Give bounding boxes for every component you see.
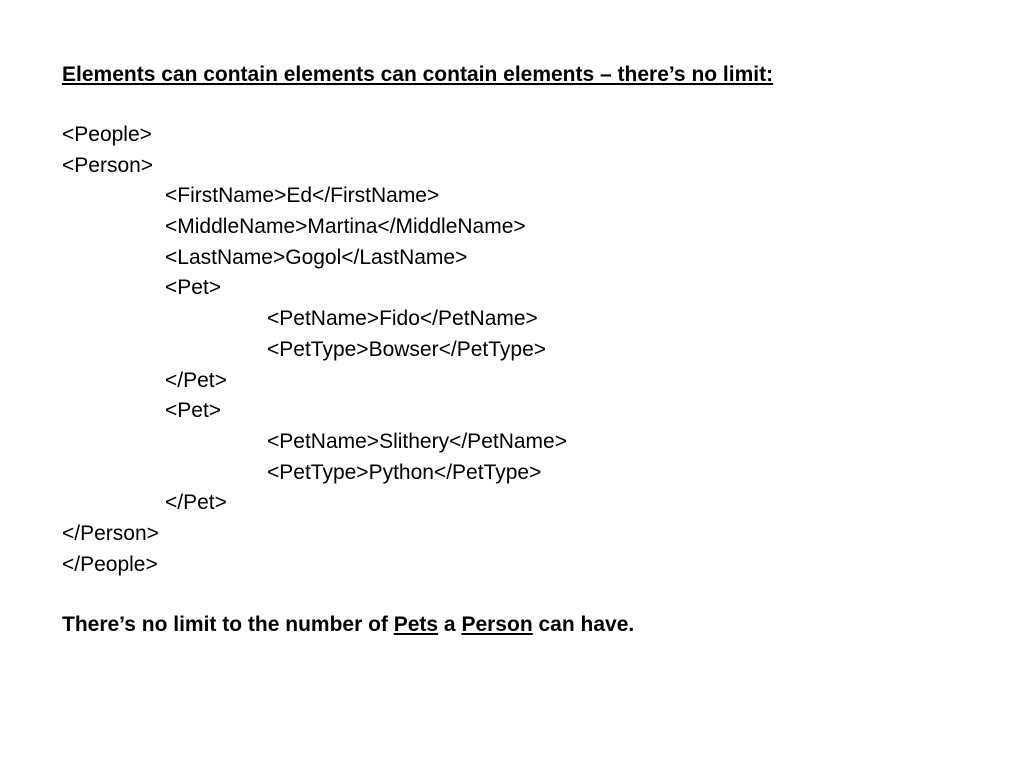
- xml-line: </People>: [62, 552, 158, 576]
- conclusion-part2: a: [438, 613, 462, 637]
- slide-heading: Elements can contain elements can contain elements – there’s no limit:: [62, 63, 774, 86]
- xml-line: <Pet>: [165, 276, 222, 300]
- conclusion-sentence: [62, 610, 1002, 640]
- xml-line: <MiddleName>Martina</MiddleName>: [165, 215, 526, 239]
- xml-line: <PetName>Fido</PetName>: [267, 307, 538, 331]
- xml-line: <People>: [62, 123, 152, 146]
- xml-line: <Pet>: [165, 399, 222, 423]
- xml-line: </Person>: [62, 521, 159, 545]
- pets-term: Pets: [393, 613, 439, 637]
- xml-line: </Pet>: [165, 491, 227, 515]
- conclusion-part3: can have.: [532, 613, 635, 637]
- xml-line: <PetType>Bowser</PetType>: [267, 337, 547, 361]
- xml-line: <PetType>Python</PetType>: [267, 460, 542, 484]
- xml-line: <LastName>Gogol</LastName>: [165, 245, 468, 269]
- xml-example: [62, 120, 1002, 580]
- xml-line: <PetName>Slithery</PetName>: [267, 429, 567, 453]
- slide: [62, 60, 1002, 661]
- conclusion-part1: There’s no limit to the number of: [62, 613, 394, 637]
- xml-line: </Pet>: [165, 368, 227, 392]
- xml-line: <Person>: [62, 153, 154, 177]
- xml-line: <FirstName>Ed</FirstName>: [165, 184, 440, 208]
- person-term: Person: [461, 613, 533, 637]
